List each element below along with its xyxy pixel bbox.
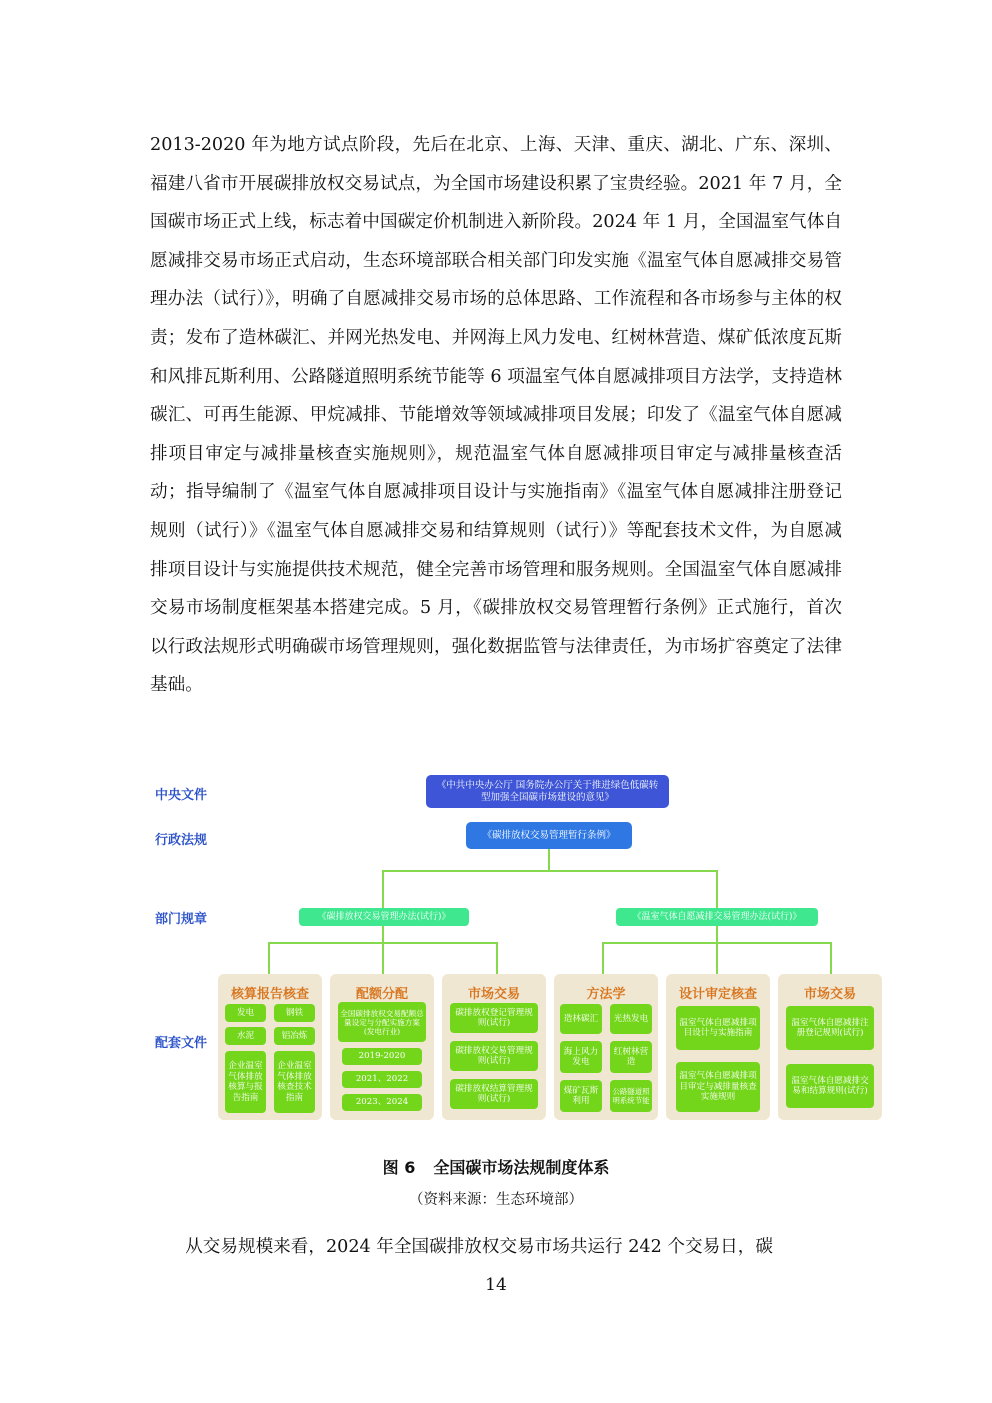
group-title: 市场交易 <box>467 987 520 1002</box>
connector-line <box>382 870 384 908</box>
group-title: 方法学 <box>586 987 626 1002</box>
group-item: 海上风力发电 <box>560 1041 602 1073</box>
group-item: 全国碳排放权交易配额总量设定与分配实施方案(发电行业) <box>338 1002 426 1042</box>
tier-label-admin: 行政法规 <box>155 833 208 848</box>
group-title: 市场交易 <box>803 987 856 1002</box>
connector-line <box>382 870 718 872</box>
group-title: 设计审定核查 <box>678 987 757 1002</box>
group-item: 发电 <box>225 1004 266 1022</box>
body-text <box>150 126 842 705</box>
connector-line <box>548 849 550 871</box>
paragraph: 2013-2020 年为地方试点阶段，先后在北京、上海、天津、重庆、湖北、广东、深圳、福建八省市开展碳排放权交易试点，为全国市场建设积累了宝贵经验。2021 年 7 月，全国碳市场正式上线，标志着中国碳定价机制进入新阶段。2024 年 1 月，全国温室气体自愿减排交易市场正式启动，生态环境部联合相关部门印发实施《温室气体自愿减排交易管理办法（试行）》，明确了自愿减排交易市场的总体思路、工作流程和各市场参与主体的权责；发布了造林碳汇、并网光热发电、并网海上风力发电、红树林营造、煤矿低浓度瓦斯和风排瓦斯利用、公路隧道照明系统节能等 6 项温室气体自愿减排项目方法学，支持造林碳汇、可再生能源、甲烷减排、节能增效等领域减排项目发展；印发了《温室气体自愿减排项目审定与减排量核查实施规则》，规范温室气体自愿减排项目审定与减排量核查活动；指导编制了《温室气体自愿减排项目设计与实施指南》《温室气体自愿减排注册登记规则（试行）》《温室气体自愿减排交易和结算规则（试行）》等配套技术文件，为自愿减排项目设计与实施提供技术规范，健全完善市场管理和服务规则。全国温室气体自愿减排交易市场制度框架基本搭建完成。5 月，《碳排放权交易管理暂行条例》正式施行，首次以行政法规形式明确碳市场管理规则，强化数据监管与法律责任，为市场扩容奠定了法律基础。 <box>150 135 842 696</box>
body-text-continued <box>150 1228 842 1267</box>
group-item: 企业温室气体排放核算与报告指南 <box>225 1051 266 1113</box>
dept-rule-node-left: 《碳排放权交易管理办法(试行)》 <box>299 908 469 926</box>
group-item: 钢铁 <box>274 1004 315 1022</box>
connector-line <box>268 942 270 974</box>
group-item: 温室气体自愿减排交易和结算规则(试行) <box>786 1064 874 1108</box>
group-item: 造林碳汇 <box>560 1004 602 1034</box>
group-item: 2023、2024 <box>342 1094 422 1111</box>
central-document-node: 《中共中央办公厅 国务院办公厅关于推进绿色低碳转型加强全国碳市场建设的意见》 <box>426 775 669 808</box>
group-market-trading <box>442 974 546 1120</box>
group-item: 铝冶炼 <box>274 1027 315 1045</box>
group-methodology <box>554 974 658 1120</box>
group-item: 温室气体自愿减排注册登记规则(试行) <box>786 1006 874 1050</box>
group-item: 2019-2020 <box>342 1048 422 1065</box>
connector-line <box>716 926 718 943</box>
group-title: 配额分配 <box>355 987 408 1002</box>
group-design-validation <box>666 974 770 1120</box>
figure-source: （资料来源：生态环境部） <box>409 1192 583 1208</box>
tier-label-supporting: 配套文件 <box>155 1036 208 1051</box>
group-item: 碳排放权登记管理规则(试行) <box>450 1003 538 1033</box>
admin-regulation-node: 《碳排放权交易管理暂行条例》 <box>466 822 632 849</box>
group-item: 碳排放权交易管理规则(试行) <box>450 1041 538 1071</box>
connector-line <box>716 942 718 974</box>
connector-line <box>382 926 384 943</box>
group-voluntary-trading <box>778 974 882 1120</box>
connector-line <box>602 942 604 974</box>
connector-line <box>496 942 498 974</box>
tier-label-dept: 部门规章 <box>155 912 208 927</box>
group-item: 煤矿瓦斯利用 <box>560 1080 602 1112</box>
connector-line <box>716 870 718 908</box>
paragraph: 从交易规模来看，2024 年全国碳排放权交易市场共运行 242 个交易日，碳 <box>185 1237 773 1257</box>
group-item: 碳排放权结算管理规则(试行) <box>450 1079 538 1109</box>
group-accounting-reporting <box>218 974 322 1120</box>
regulatory-framework-diagram <box>150 770 890 1130</box>
group-item: 温室气体自愿减排项目审定与减排量核查实施规则 <box>676 1062 760 1112</box>
group-item: 温室气体自愿减排项目设计与实施指南 <box>676 1006 760 1050</box>
group-allowance-allocation <box>330 974 434 1120</box>
figure-caption <box>0 1155 992 1178</box>
group-item: 水泥 <box>225 1027 266 1045</box>
group-item: 公路隧道照明系统节能 <box>610 1080 652 1112</box>
connector-line <box>830 942 832 974</box>
group-title: 核算报告核查 <box>230 987 309 1002</box>
figure-number: 图 6 <box>382 1158 416 1177</box>
group-item: 2021、2022 <box>342 1071 422 1088</box>
group-item: 红树林营造 <box>610 1041 652 1073</box>
page-number: 14 <box>485 1275 507 1295</box>
dept-rule-node-right: 《温室气体自愿减排交易管理办法(试行)》 <box>616 908 818 926</box>
tier-label-central: 中央文件 <box>155 788 208 803</box>
connector-line <box>382 942 384 974</box>
figure-title: 全国碳市场法规制度体系 <box>433 1158 610 1177</box>
group-item: 光热发电 <box>610 1004 652 1034</box>
group-item: 企业温室气体排放核查技术指南 <box>274 1051 315 1113</box>
